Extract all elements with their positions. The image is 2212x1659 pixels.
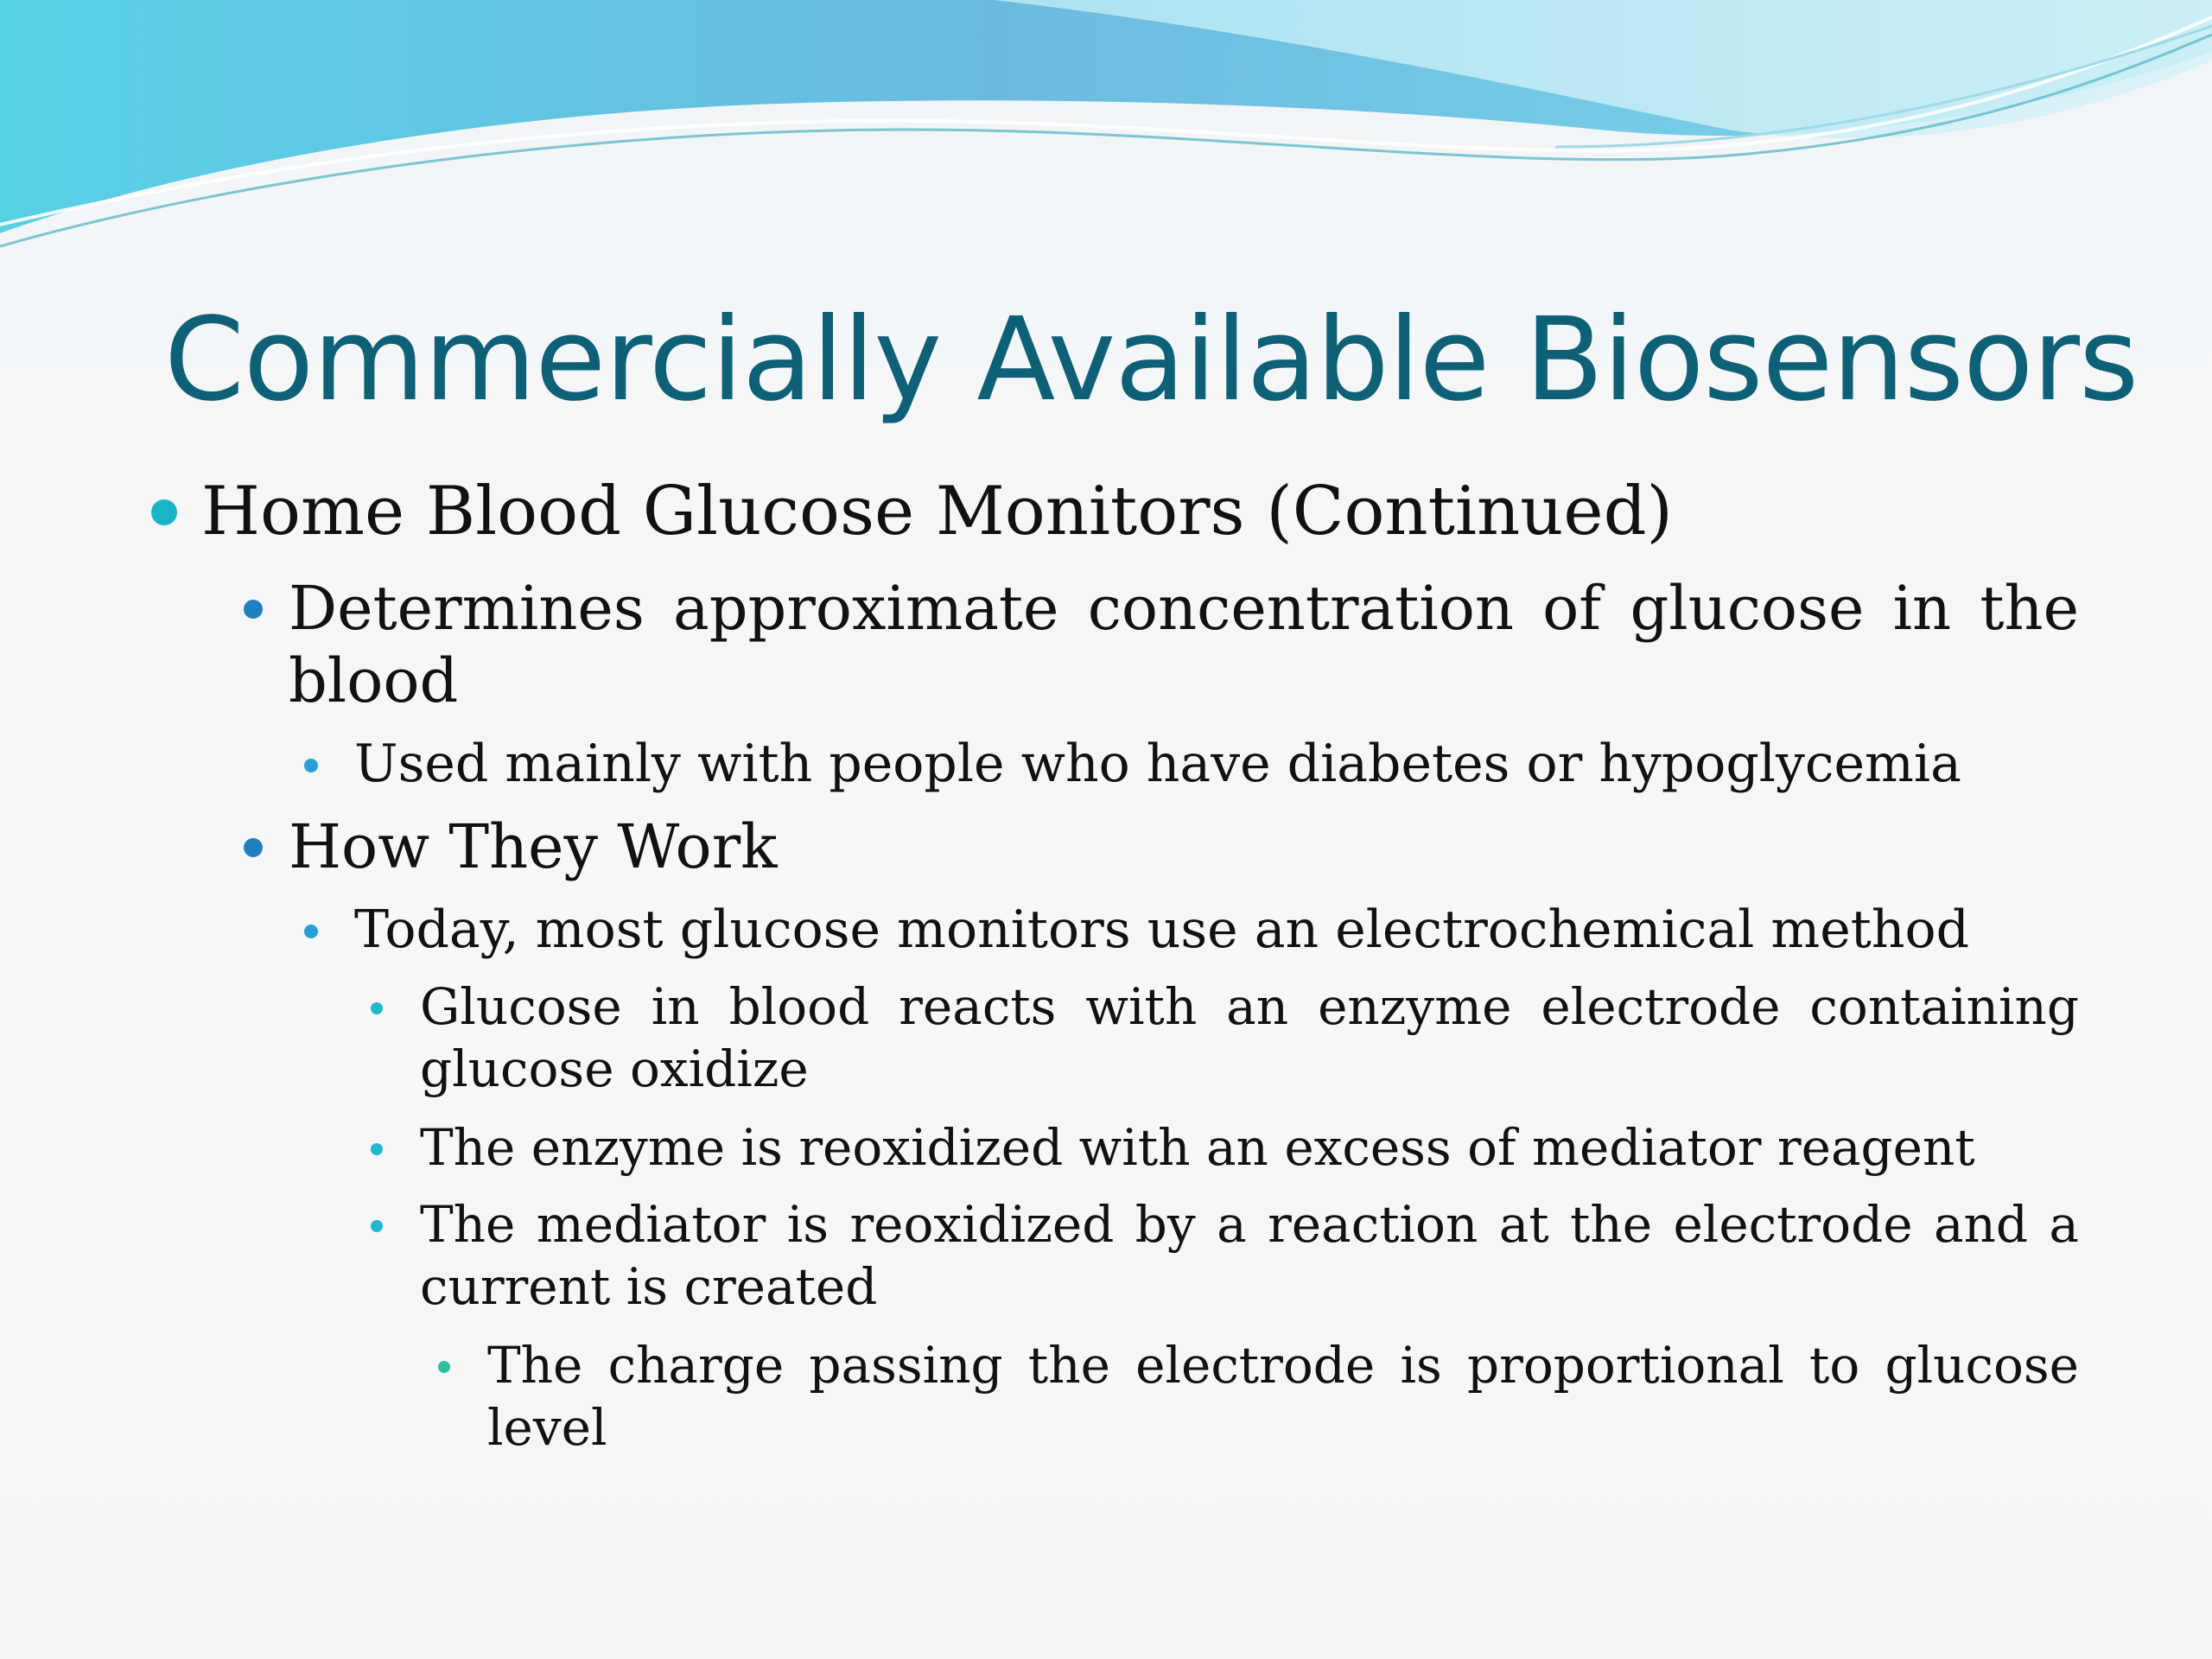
bullet-text: The charge passing the electrode is proportional to glucose level xyxy=(487,1336,2079,1457)
bullet-item xyxy=(289,572,2079,717)
bullet-item xyxy=(487,1334,2079,1459)
bullet-marker-icon xyxy=(304,925,318,938)
bullet-marker-icon xyxy=(371,1002,383,1014)
bullet-text: The enzyme is reoxidized with an excess of mediator reagent xyxy=(420,1118,1975,1177)
bullet-text: Today, most glucose monitors use an electrochemical method xyxy=(354,899,1970,960)
bullet-item xyxy=(354,733,2079,795)
bullet-item xyxy=(420,976,2079,1100)
slide-title: Commercially Available Biosensors xyxy=(164,294,2139,427)
bullet-text: Home Blood Glucose Monitors (Continued) xyxy=(201,473,1673,550)
bullet-marker-icon xyxy=(244,838,263,857)
bullet-marker-icon xyxy=(371,1143,383,1155)
bullet-marker-icon xyxy=(304,759,318,772)
bullet-item xyxy=(420,1193,2079,1318)
bullet-marker-icon xyxy=(244,600,263,619)
bullet-text: Determines approximate concentration of glucose in the blood xyxy=(289,573,2079,716)
bullet-text: Glucose in blood reacts with an enzyme electrode containing glucose oxidize xyxy=(420,977,2079,1098)
bullet-text: How They Work xyxy=(289,811,778,882)
bullet-marker-icon xyxy=(151,499,177,525)
bullet-marker-icon xyxy=(438,1361,450,1373)
bullet-item xyxy=(420,1116,2079,1179)
bullet-item xyxy=(201,472,1688,551)
bullet-item xyxy=(289,810,2079,883)
bullet-text: Used mainly with people who have diabetes or hypoglycemia xyxy=(354,734,1961,794)
bullet-text: The mediator is reoxidized by a reaction at the electrode and a current is created xyxy=(420,1195,2079,1316)
bullet-item xyxy=(354,899,2079,961)
bullet-marker-icon xyxy=(371,1220,383,1232)
